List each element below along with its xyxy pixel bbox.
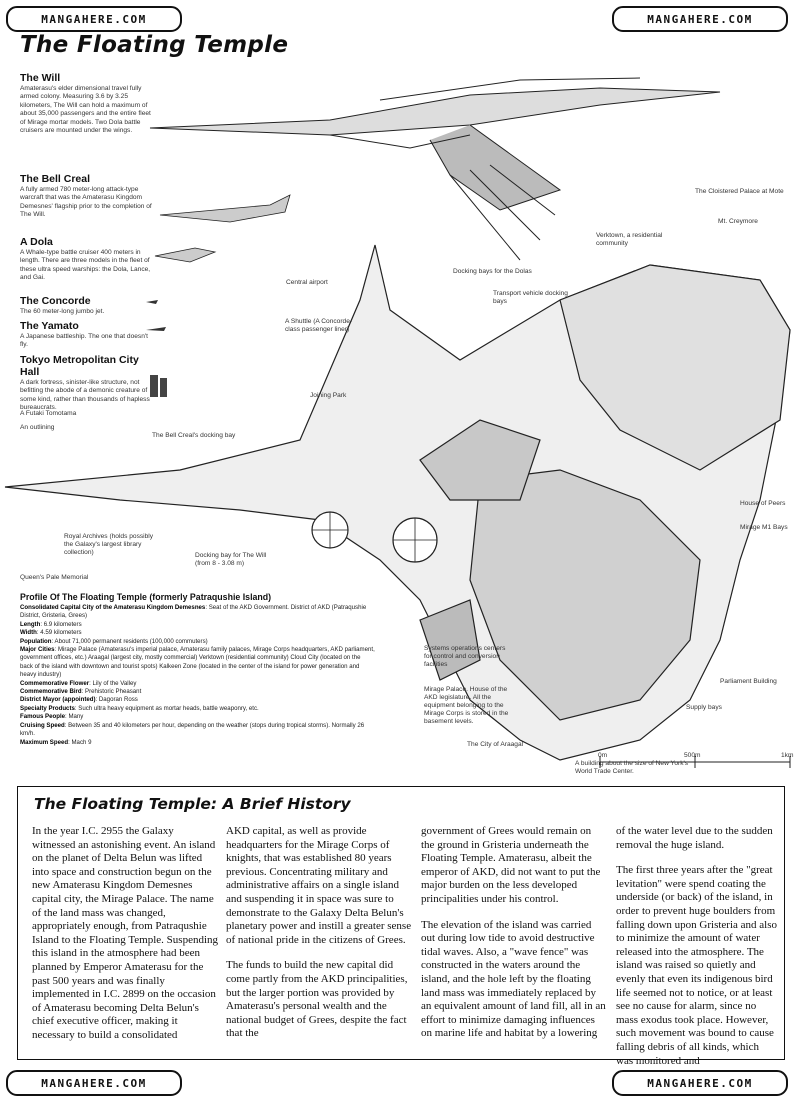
map-label-joining-park: Joining Park [310, 392, 347, 399]
history-column-3 [421, 825, 607, 1053]
map-label-docking-dolas: Docking bays for the Dolas [453, 268, 532, 275]
history-column-2 [226, 825, 412, 1053]
profile-rows [20, 604, 375, 747]
profile-row: Major Cities: Mirage Palace (Amaterasu's imperial palace, Amaterasu family palaces, Mirage Corps headquarters, AKD parliament, government offices, etc.) Araagal (largest city, mostly commercial) Verktown (residential community) Cloud City (located on the back of the island with downtown and tourist spots) Kalkeen Zone (located in the center of the island for power generation and heavy industry) [20, 646, 375, 679]
map-label-systems-ops: Systems operations centers for control and conversion facilities [424, 645, 506, 668]
watermark-top-right: MANGAHERE.COM [612, 6, 788, 32]
watermark-top-left: MANGAHERE.COM [6, 6, 182, 32]
history-title: The Floating Temple: A Brief History [34, 795, 351, 813]
map-label-building-note: A building about the size of New York's World Trade Center. [575, 760, 689, 775]
ship-desc: A Japanese battleship. The one that doesn't fly. [20, 333, 148, 349]
map-label-docking-will: Docking bay for The Will (from 8 - 3.08 m) [195, 552, 267, 567]
map-label-mt-creymore: Mt. Creymore [718, 218, 758, 225]
profile-section [20, 592, 375, 747]
history-column-1 [32, 825, 218, 1055]
yamato-drawing [146, 327, 166, 331]
map-label-parliament: Parliament Building [720, 678, 777, 685]
map-label-shuttle: A Shuttle (A Concorde-class passenger liner) [285, 318, 353, 333]
ship-name: The Will [20, 72, 61, 84]
ship-desc: A Whale-type battle cruiser 400 meters in length. There are three models in the fleet of these ultra speed warships: the Dola, Lance, and Gai. [20, 249, 151, 282]
map-label-transport-bays: Transport vehicle docking bays [493, 290, 568, 305]
page-title: The Floating Temple [20, 32, 289, 58]
scale-label-1km: 1km [781, 752, 794, 759]
history-paragraph: AKD capital, as well as provide headquarters for the Mirage Corps of knights, that was established 80 years previous. Concentrating military and administrative affairs on a single island and suspending it in space was sure to demonstrate to the Galaxy Delta Belun's planetary power and instill a greater sense of national pride in the citizens of Grees. [226, 825, 412, 946]
watermark-bottom-right: MANGAHERE.COM [612, 1070, 788, 1096]
profile-row: Width: 4.59 kilometers [20, 629, 82, 637]
profile-row: Specialty Products: Such ultra heavy equipment as mortar heads, battle weaponry, etc. [20, 704, 259, 712]
dola-drawing [155, 248, 215, 262]
map-label-cloistered-palace: The Cloistered Palace at Mote [695, 188, 784, 195]
profile-row: Cruising Speed: Between 35 and 40 kilometers per hour, depending on the weather (stops during tropical storms). Normally 26 km/h. [20, 721, 365, 738]
ship-name: The Bell Creal [20, 173, 91, 185]
map-label-mirage-palace: Mirage Palace. House of the AKD legislature. All the equipment belonging to the Mirage Corps is stored in the basement levels. [424, 686, 509, 725]
ship-name: The Yamato [20, 320, 79, 332]
profile-row: Length: 6.9 kilometers [20, 620, 82, 628]
history-paragraph: government of Grees would remain on the ground in Gristeria underneath the Floating Temple. Amaterasu, albeit the emperor of AKD, did not want to put the major burden on the less developed principalities under his control. [421, 825, 601, 905]
ship-name: Tokyo Metropolitan City Hall [20, 354, 139, 378]
map-label-queens-memorial: Queen's Pale Memorial [20, 574, 89, 581]
history-column-4 [616, 825, 778, 1080]
scale-label-0: 0m [598, 752, 608, 759]
concorde-drawing [146, 300, 158, 304]
profile-row: Maximum Speed: Mach 9 [20, 738, 92, 746]
city-hall-drawing [150, 375, 167, 397]
map-label-mirage-bays: Mirage M1 Bays [740, 524, 788, 531]
map-label-supply-bays: Supply bays [686, 704, 722, 711]
history-paragraph: In the year I.C. 2955 the Galaxy witnessed an astonishing event. An island on the planet of Delta Belun was lifted into space and construction begun on the new Amaterasu Kingdom Demesnes capital city, the Mirage Palace. The name of the land mass was changed, appropriately enough, from Patraqushie Island to the Floating Temple. Suspending this island in the atmosphere had been planned by Emperor Amaterasu for the past 500 years and was finally implemented in I.C. 2899 on the occasion of Amaterasu becoming Delta Belun's chief executive officer, making it necessary to build a consolidated [32, 825, 219, 1041]
map-label-house-of-peers: House of Peers [740, 500, 786, 507]
map-label-royal-archives: Royal Archives (holds possibly the Galaxy's largest library collection) [64, 533, 154, 556]
ship-desc: A fully armed 780 meter-long attack-type warcraft that was the Amaterasu Kingdom Demesnes' flagship prior to the completion of The Will. [20, 186, 152, 219]
ship-desc: Amaterasu's elder dimensional travel fully armed colony. Measuring 3.6 by 3.25 kilometers, The Will can hold a maximum of about 35,000 passengers and the entire fleet of Mirage mortar models. Two Dola battle cruisers are mounted under the wings. [20, 85, 151, 135]
scale-label-500: 500m [684, 752, 701, 759]
ship-desc: The 60 meter-long jumbo jet. [20, 308, 105, 315]
profile-row: Population: About 71,000 permanent residents (100,000 commuters) [20, 637, 208, 645]
profile-row: Commemorative Flower: Lily of the Valley [20, 679, 137, 687]
history-paragraph: The first three years after the "great levitation" were spend coating the underside (or back) of the island, in order to prevent huge boulders from falling down upon Gristeria and also to minimize the amount of water released into the atmosphere. The island was raised so quietly and evenly that even its indigenous bird life seemed not to notice, or at least see no cause for alarm, since no mass exodus took place. However, such movement was bound to cause falling debris of all kinds, which was monitored and [616, 864, 777, 1067]
profile-row: Famous People: Many [20, 713, 84, 721]
extra-label: A Futaki Tomotama [20, 410, 77, 417]
history-paragraph: The funds to build the new capital did come partly from the AKD principalities, but the larger portion was provided by Amaterasu's personal wealth and the national budget of Grees, despite the fact that the [226, 959, 408, 1040]
map-label-bell-creal-bay: The Bell Creal's docking bay [152, 432, 236, 439]
profile-row: Commemorative Bird: Prehistoric Pheasant [20, 688, 142, 696]
profile-row: District Mayor (appointed): Dagoran Ross [20, 696, 138, 704]
map-label-central-airport: Central airport [286, 279, 328, 286]
profile-heading: Profile Of The Floating Temple (formerly Patraqushie Island) [20, 592, 272, 602]
ship-name: The Concorde [20, 295, 91, 307]
history-paragraph: of the water level due to the sudden removal the huge island. [616, 825, 773, 851]
history-paragraph: The elevation of the island was carried out during low tide to avoid destructive tidal waves. Also, a "wave fence" was constructed in the waters around the island, and the hole left by the floating land mass was immediately replaced by an equivalent amount of land fill, all in an effort to minimize damaging influences on marine life and habitat by a lowering [421, 918, 606, 1040]
profile-row: Consolidated Capital City of the Amaterasu Kingdom Demesnes: Seat of the AKD Government. District of AKD (Patraqushie District, Gristeria, Grees) [20, 604, 367, 620]
extra-label: An outlining [20, 424, 55, 431]
map-label-verktown: Verktown, a residential community [596, 232, 663, 247]
bell-creal-drawing [160, 195, 290, 222]
map-label-city-araagal: The City of Araagal [467, 741, 524, 748]
ship-name: A Dola [20, 236, 53, 248]
watermark-bottom-left: MANGAHERE.COM [6, 1070, 182, 1096]
ship-desc: A dark fortress, sinister-like structure, not befitting the abode of a demonic creature of some kind, rather than thousands of hapless bureaucrats. [20, 379, 150, 412]
history-box [17, 786, 785, 1067]
